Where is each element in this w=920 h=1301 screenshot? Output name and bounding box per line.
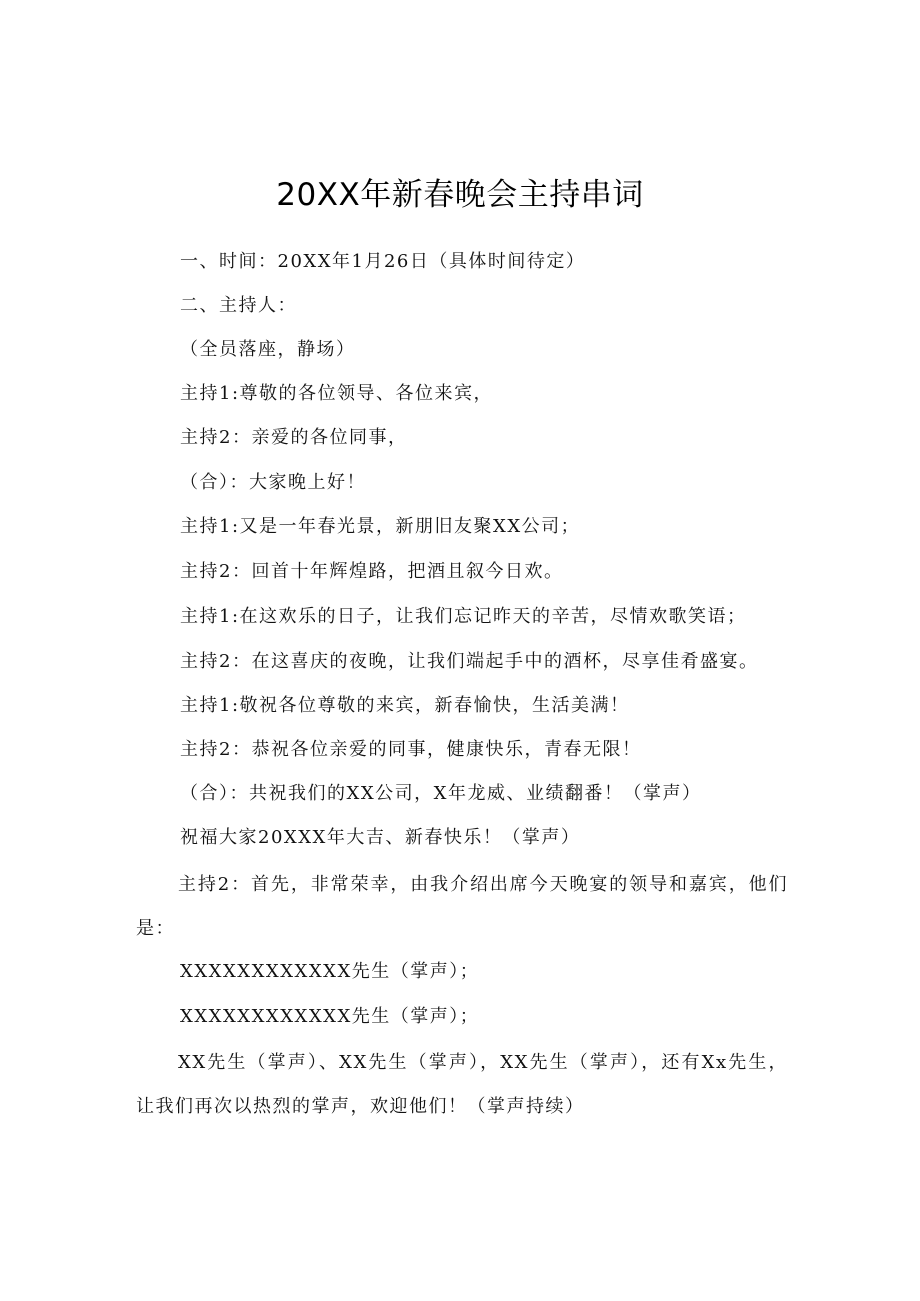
script-line: 主持1:在这欢乐的日子，让我们忘记昨天的辛苦，尽情欢歌笑语； [180,606,747,627]
script-line: 主持2：亲爱的各位同事， [180,427,408,448]
script-line: 祝福大家20XXX年大吉、新春快乐！（掌声） [180,827,581,848]
closing-paragraph: XX先生（掌声）、XX先生（掌声），XX先生（掌声），还有Xx先生，让我们再次以热烈的掌声，欢迎他们！（掌声持续） [136,1052,788,1117]
script-line: 主持2：在这喜庆的夜晚，让我们端起手中的酒杯，尽享佳肴盛宴。 [180,651,759,672]
script-line: （合）：大家晚上好！ [180,472,366,493]
script-line: 主持2：恭祝各位亲爱的同事，健康快乐，青春无限！ [180,739,642,760]
host-heading: 二、主持人： [180,295,297,316]
script-line: （合）：共祝我们的XX公司，X年龙威、业绩翻番！（掌声） [180,783,702,804]
guest-line: XXXXXXXXXXXX先生（掌声）； [180,961,480,982]
stage-direction: （全员落座，静场） [180,339,356,360]
guest-line: XXXXXXXXXXXX先生（掌声）； [180,1006,480,1027]
intro-paragraph: 主持2：首先，非常荣幸，由我介绍出席今天晚宴的领导和嘉宾，他们是： [136,874,788,939]
time-line: 一、时间：20XX年1月26日（具体时间待定） [180,251,586,272]
script-line: 主持1:敬祝各位尊敬的来宾，新春愉快，生活美满！ [180,695,630,716]
document-title: 20XX年新春晚会主持串词 [276,177,644,213]
script-line: 主持1:又是一年春光景，新朋旧友聚XX公司； [180,516,581,537]
script-line: 主持2：回首十年辉煌路，把酒且叙今日欢。 [180,561,564,582]
script-line: 主持1:尊敬的各位领导、各位来宾， [180,383,494,404]
